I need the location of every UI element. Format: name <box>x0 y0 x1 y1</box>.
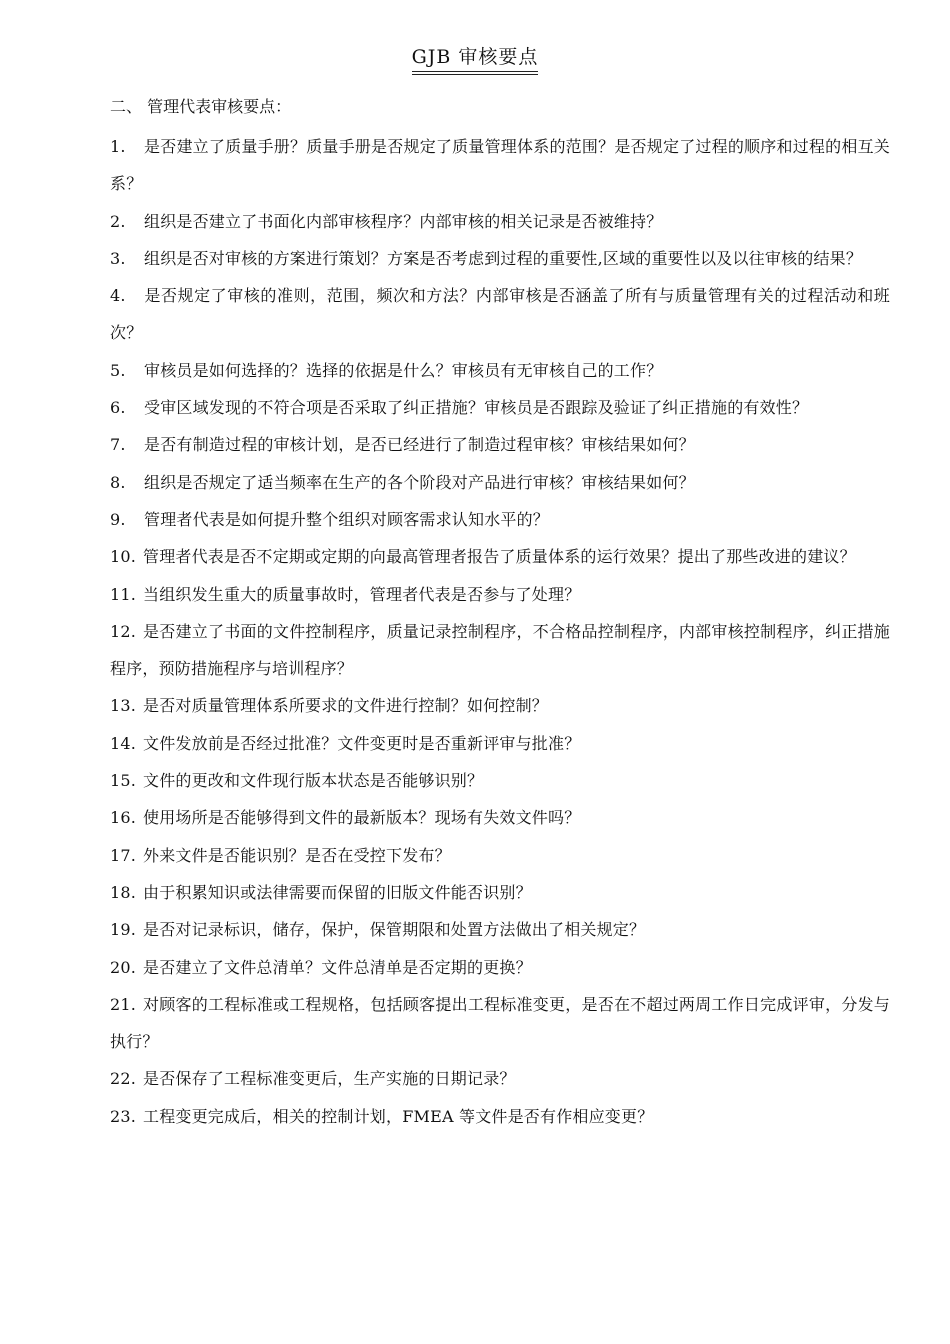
list-item <box>110 426 890 463</box>
list-item <box>110 352 890 389</box>
item-text: 是否建立了书面的文件控制程序，质量记录控制程序，不合格品控制程序，内部审核控制程序，纠正措施程序，预防措施程序与培训程序？ <box>110 621 890 679</box>
item-text: 是否有制造过程的审核计划，是否已经进行了制造过程审核？审核结果如何？ <box>144 435 695 455</box>
item-number: 16. <box>110 808 137 828</box>
item-text: 是否对质量管理体系所要求的文件进行控制？如何控制？ <box>143 696 549 716</box>
list-item <box>110 277 890 352</box>
item-number: 10. <box>110 547 137 567</box>
item-text: 组织是否规定了适当频率在生产的各个阶段对产品进行审核？审核结果如何？ <box>144 472 695 492</box>
list-item <box>110 389 890 426</box>
item-number: 15. <box>110 771 137 791</box>
item-number: 17. <box>110 845 137 865</box>
document-title: GJB 审核要点 <box>412 42 539 75</box>
item-number: 9. <box>110 509 126 529</box>
item-number: 20. <box>110 957 137 977</box>
list-item <box>110 762 890 799</box>
item-number: 1. <box>110 137 126 156</box>
item-text: 是否建立了文件总清单？文件总清单是否定期的更换？ <box>143 957 532 977</box>
item-text: 受审区域发现的不符合项是否采取了纠正措施？审核员是否跟踪及验证了纠正措施的有效性？ <box>144 398 809 418</box>
item-number: 2. <box>110 211 126 231</box>
item-text: 工程变更完成后，相关的控制计划，FMEA 等文件是否有作相应变更？ <box>143 1106 654 1126</box>
item-text: 管理者代表是否不定期或定期的向最高管理者报告了质量体系的运行效果？提出了那些改进的建议？ <box>143 547 856 567</box>
item-number: 13. <box>110 696 137 716</box>
item-text: 是否保存了工程标准变更后，生产实施的日期记录？ <box>143 1069 516 1089</box>
item-number: 18. <box>110 882 137 902</box>
item-number: 21. <box>110 994 137 1014</box>
list-item <box>110 687 890 724</box>
list-item <box>110 1060 890 1097</box>
list-item <box>110 725 890 762</box>
item-text: 由于积累知识或法律需要而保留的旧版文件能否识别？ <box>143 882 532 902</box>
item-text: 组织是否对审核的方案进行策划？方案是否考虑到过程的重要性,区域的重要性以及以往审核的结果？ <box>144 248 863 268</box>
list-item <box>110 837 890 874</box>
title-container <box>0 42 950 75</box>
list-item <box>110 203 890 240</box>
item-text: 管理者代表是如何提升整个组织对顾客需求认知水平的？ <box>144 509 550 529</box>
list-item <box>110 986 890 1061</box>
list-item <box>110 874 890 911</box>
item-number: 11. <box>110 584 137 604</box>
list-item <box>110 128 890 203</box>
item-text: 使用场所是否能够得到文件的最新版本？现场有失效文件吗？ <box>143 808 581 828</box>
item-number: 12. <box>110 621 137 641</box>
item-text: 是否规定了审核的准则，范围，频次和方法？内部审核是否涵盖了所有与质量管理有关的过程活动和班次？ <box>110 286 890 343</box>
section-heading: 二、 管理代表审核要点： <box>110 97 292 116</box>
list-item <box>110 240 890 277</box>
item-number: 19. <box>110 920 137 940</box>
list-item <box>110 538 890 575</box>
item-number: 23. <box>110 1106 137 1126</box>
list-item <box>110 464 890 501</box>
list-item <box>110 799 890 836</box>
list-item <box>110 576 890 613</box>
item-number: 7. <box>110 435 126 455</box>
item-text: 审核员是如何选择的？选择的依据是什么？审核员有无审核自己的工作？ <box>144 360 663 380</box>
item-text: 对顾客的工程标准或工程规格，包括顾客提出工程标准变更，是否在不超过两周工作日完成评审，分发与执行？ <box>110 994 890 1052</box>
checklist <box>110 128 890 1135</box>
item-text: 组织是否建立了书面化内部审核程序？内部审核的相关记录是否被维持？ <box>144 211 663 231</box>
list-item <box>110 613 890 688</box>
item-text: 当组织发生重大的质量事故时，管理者代表是否参与了处理？ <box>143 584 581 604</box>
item-text: 是否建立了质量手册？质量手册是否规定了质量管理体系的范围？是否规定了过程的顺序和过程的相互关系？ <box>110 137 890 194</box>
item-number: 8. <box>110 472 126 492</box>
item-number: 22. <box>110 1069 137 1089</box>
list-item <box>110 1098 890 1135</box>
list-item <box>110 949 890 986</box>
item-number: 4. <box>110 286 126 306</box>
item-text: 文件的更改和文件现行版本状态是否能够识别？ <box>143 771 484 791</box>
item-number: 3. <box>110 248 126 268</box>
item-text: 文件发放前是否经过批准？文件变更时是否重新评审与批准？ <box>143 733 581 753</box>
item-text: 外来文件是否能识别？是否在受控下发布？ <box>143 845 451 865</box>
item-number: 6. <box>110 398 126 418</box>
list-item <box>110 501 890 538</box>
item-text: 是否对记录标识，储存，保护，保管期限和处置方法做出了相关规定？ <box>143 920 646 940</box>
list-item <box>110 911 890 948</box>
item-number: 5. <box>110 360 126 380</box>
item-number: 14. <box>110 733 137 753</box>
